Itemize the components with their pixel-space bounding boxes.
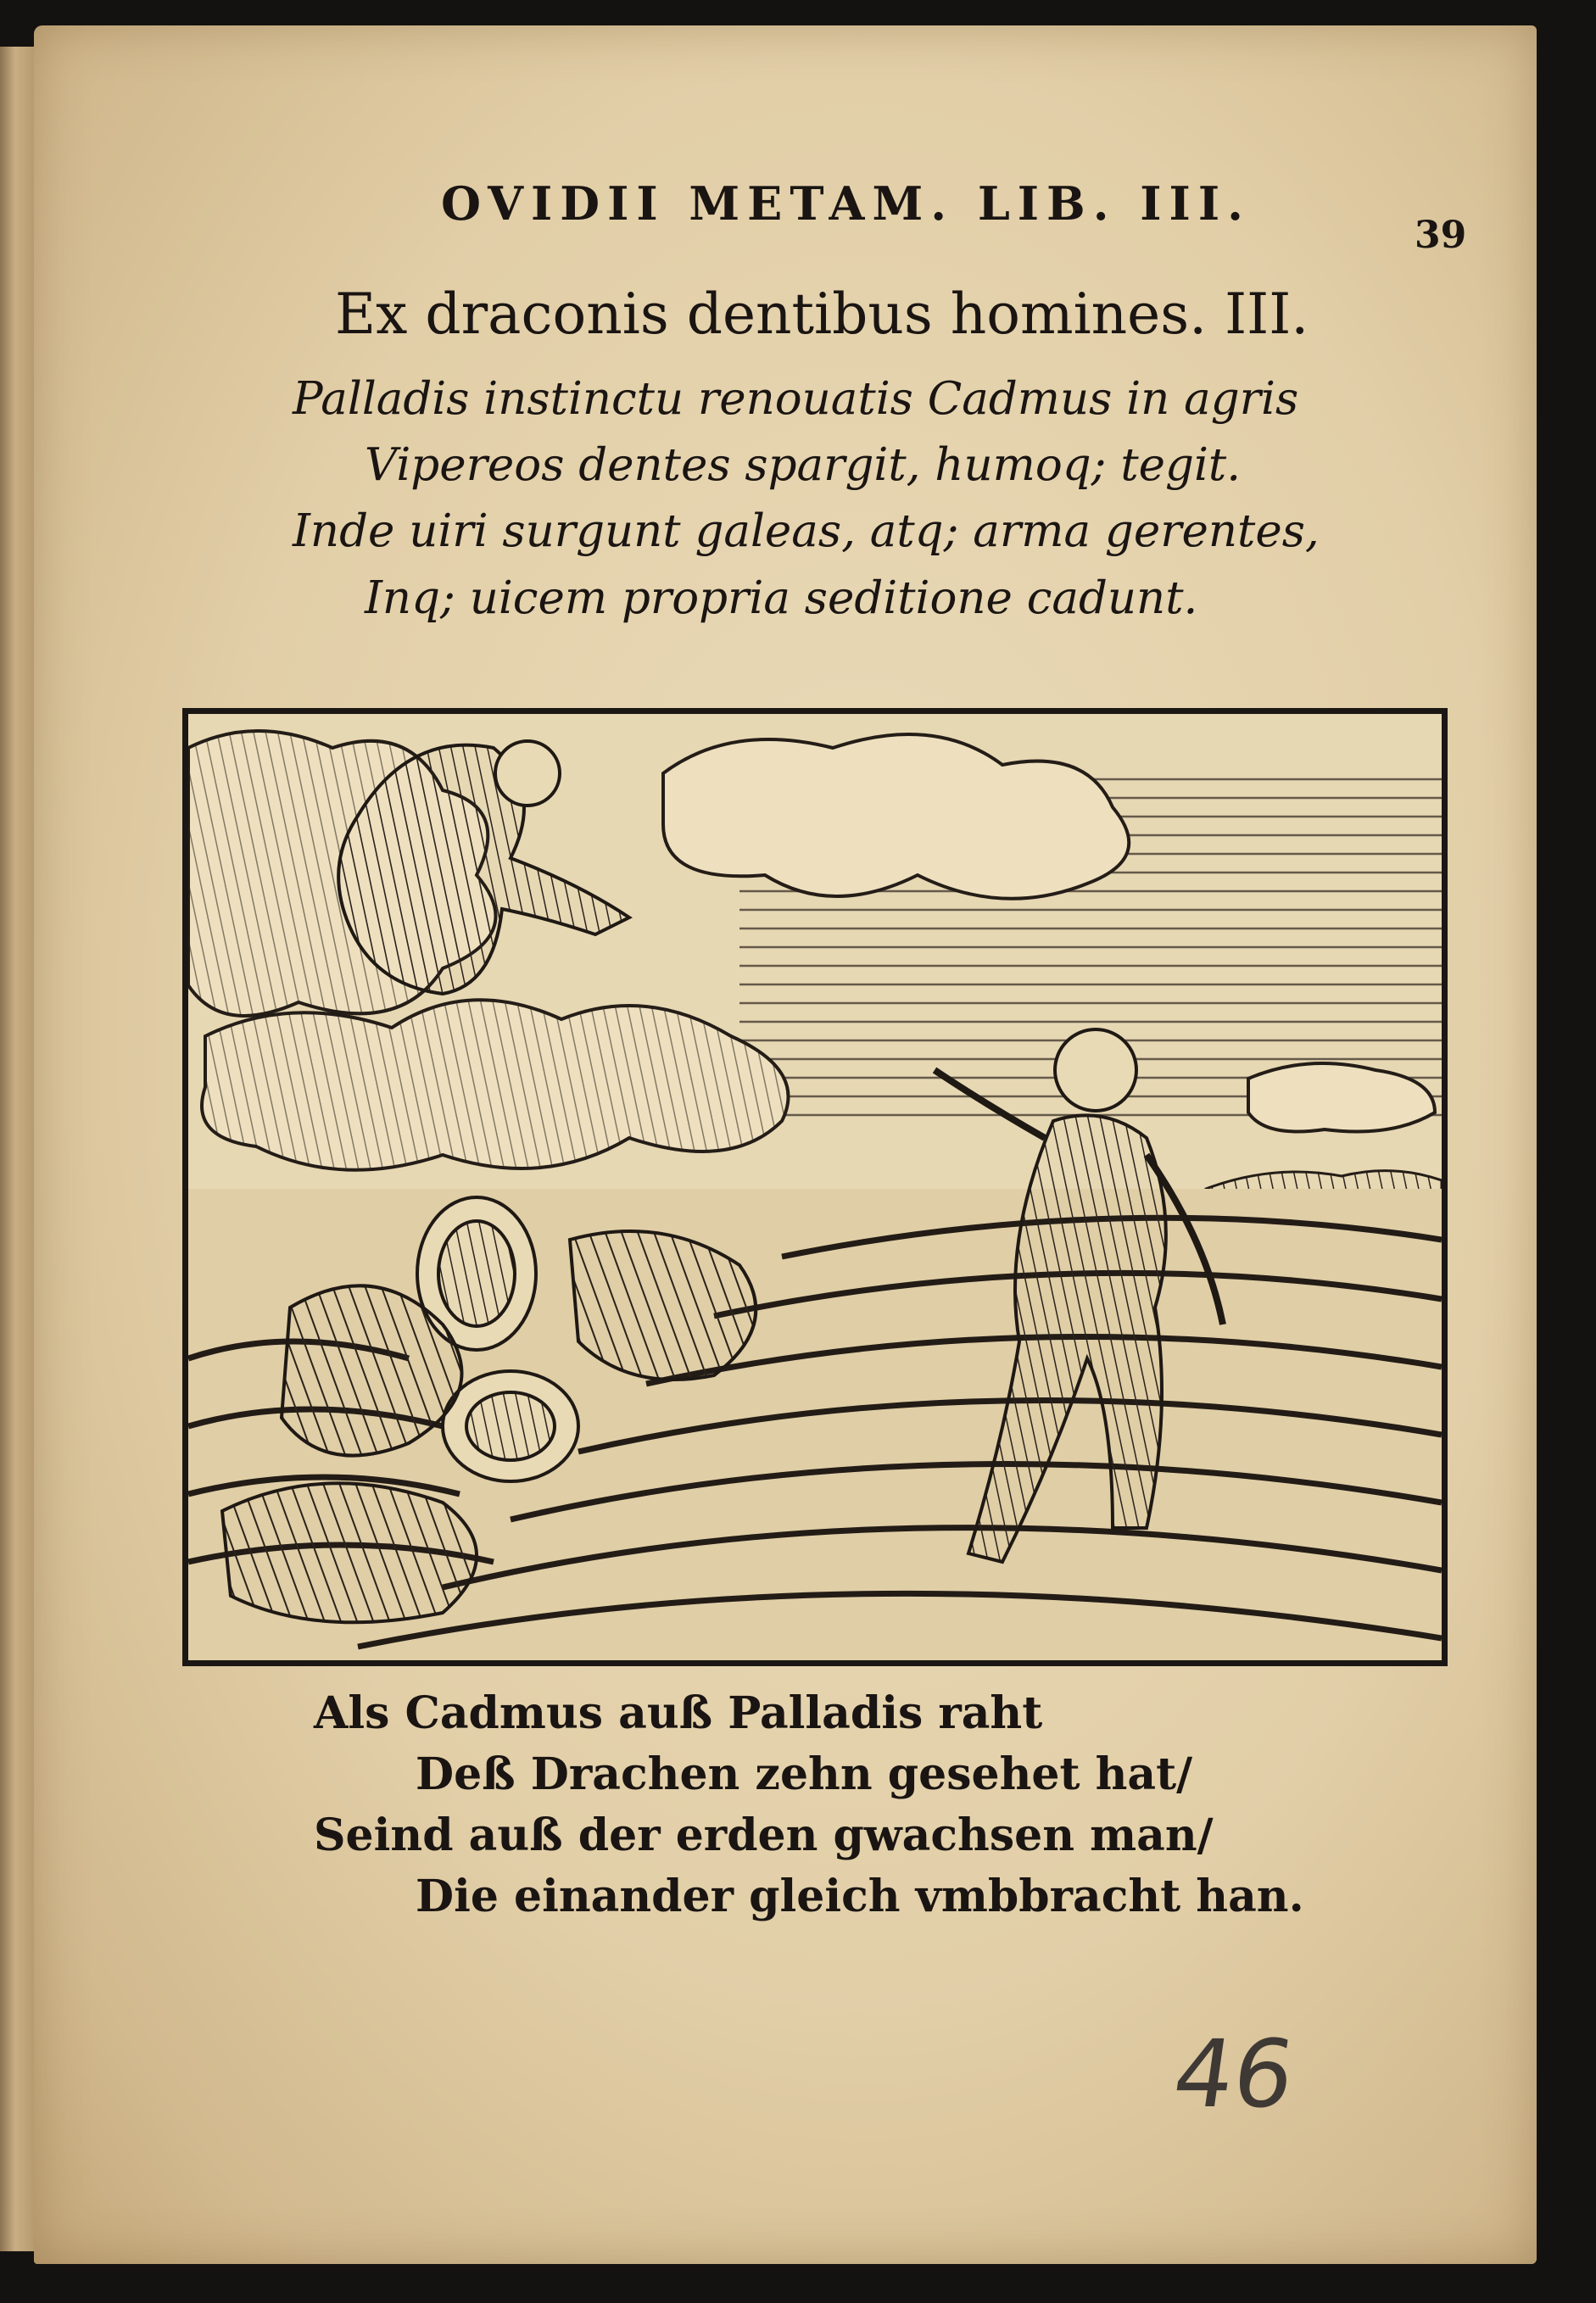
german-verse-3: Seind auß der erden gwachsen man/ xyxy=(314,1810,1214,1861)
book-page xyxy=(34,25,1537,2264)
running-head: OVIDII METAM. LIB. III. xyxy=(441,176,1251,231)
german-verse-1: Als Cadmus auß Palladis raht xyxy=(314,1687,1043,1739)
handwritten-shelfmark: 46 xyxy=(1167,2020,1301,2128)
folio-number: 39 xyxy=(1415,214,1467,257)
woodcut-scene xyxy=(188,714,1442,1660)
german-verse-4: Die einander gleich vmbbracht han. xyxy=(416,1871,1304,1922)
latin-verse-2: Vipereos dentes spargit, humoq; tegit. xyxy=(365,439,1242,491)
latin-verse-3: Inde uiri surgunt galeas, atq; arma gerentes, xyxy=(293,505,1320,557)
latin-verse-1: Palladis instinctu renouatis Cadmus in agris xyxy=(293,373,1299,425)
chapter-title: Ex draconis dentibus homines. III. xyxy=(335,282,1309,347)
woodcut-illustration xyxy=(182,708,1448,1666)
latin-verse-4: Inq; uicem propria seditione cadunt. xyxy=(365,572,1198,624)
german-verse-2: Deß Drachen zehn gesehet hat/ xyxy=(416,1748,1193,1800)
